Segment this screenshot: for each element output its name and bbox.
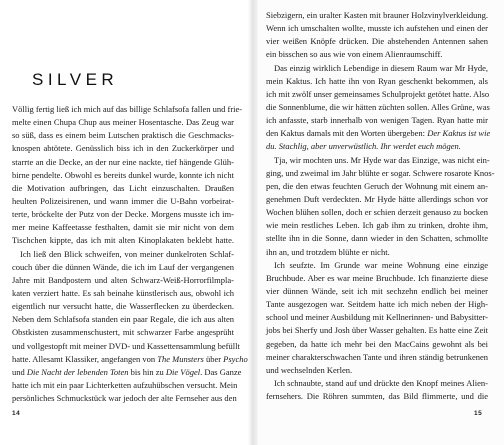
text-line: Ich schnaubte, stand auf und drückte den Knopf meines Alien- — [274, 377, 488, 388]
right-page-text — [266, 9, 495, 403]
text-line: den Kaktus damals mit den Worten übergeben: Der Kaktus ist wie — [266, 128, 491, 139]
text-line: mer meine Kaffeetasse festhalten, damit sie mir nicht von dem — [12, 222, 234, 233]
text-line: Siebzigern, ein uralter Kasten mit brauner Holzvinylverkleidung. — [266, 10, 488, 20]
text-line: school und meiner Ausbildung mit Kellnerinnen- und Babysitter- — [266, 312, 488, 323]
text-line: katen verziert hatte. Es sah beinahe künstlerisch aus, obwohl ich — [12, 287, 234, 298]
text-line: wie mein restliches Leben. Ich gab ihm zu trinken, drohte ihm, — [266, 220, 488, 231]
text-line: Jahre mit Bandpostern und alten Schwarz-Weiß-Horrorfilmpla- — [12, 274, 234, 285]
page-number-left: 14 — [12, 410, 21, 417]
text-line: die Motivation aufbringen, das Licht einzuschalten. Draußen — [12, 182, 234, 193]
text-line: und vollgestopft mit meiner DVD- und Kassettensammlung befüllt — [12, 340, 240, 351]
chapter-title: SILVER — [32, 70, 119, 89]
text-line: so süß, dass es einem beim Lutschen praktisch die Geschmacks- — [12, 130, 234, 141]
text-line: birne pendelte. Obwohl es bereits dunkel wurde, konnte ich nicht — [12, 169, 234, 180]
text-line: ging, und zweimal im Jahr blühte er sogar. Schwere rosarote Knos- — [266, 167, 495, 178]
left-page-text — [12, 103, 248, 405]
text-line: genehmen Duft verdeckten. Mr Hyde hätte allerdings schon vor — [266, 193, 488, 204]
text-line: mein Kaktus. Ich hatte ihn von Ryan geschenkt bekommen, als — [266, 75, 488, 86]
text-line: hatte. Allesamt Klassiker, angefangen von The Munsters über Psycho — [12, 353, 248, 364]
text-line: Ich ließ den Blick schweifen, von meiner dunkelroten Schlaf- — [20, 248, 234, 259]
text-line: Neben dem Schlafsofa standen ein paar Regale, die ich aus alten — [12, 314, 234, 325]
text-line: couch über die dünnen Wände, die ich im Lauf der vergangenen — [12, 261, 234, 272]
page-number-right: 15 — [474, 410, 483, 417]
text-line: und wechselnden Kerlen. — [266, 364, 353, 375]
text-line: Wochen blühen sollen, doch er schien derzeit genauso zu bocken — [266, 207, 488, 218]
book-gutter — [248, 0, 258, 445]
text-line: Tante ausgezogen war. Seitdem hatte ich mich neben der High- — [266, 299, 488, 310]
text-line: ein bisschen so aus wie von einem Alienraumschiff. — [266, 49, 443, 60]
text-line: melte einen Chupa Chup aus meiner Hosentasche. Das Zeug war — [12, 117, 234, 128]
text-line: Tischchen kippte, das ich mit alten Kinoplakaten beklebt hatte. — [12, 235, 234, 246]
text-line: vier dünnen Wände, seit ich mit sechzehn endlich bei meiner — [266, 285, 488, 296]
text-line: ich mit zwölf unser gemeinsames Schulprojekt getötet hatte. Also — [266, 88, 490, 99]
text-line: hatte ich mit ein paar Lichterketten aufzuhübschen versucht. Mein — [12, 379, 238, 390]
text-line: heulten Polizeisirenen, und wann immer die U-Bahn vorbeirat- — [12, 195, 234, 206]
right-page — [252, 0, 504, 445]
text-line: Bruchbude. Aber es war meine Bruchbude. Ich finanzierte diese — [266, 272, 488, 283]
text-line: starrte an die Decke, an der nur eine nackte, tief hängende Glüh- — [12, 156, 234, 167]
text-line: gegeben, da hatte ich mehr bei den MacCains gewohnt als bei — [266, 338, 488, 349]
text-line: knospen abtötete. Genüsslich biss ich in den Zuckerkörper und — [12, 143, 234, 154]
text-line: vier weißen Knöpfe drücken. Die abstehenden Antennen sahen — [266, 36, 488, 47]
text-line: eigentlich nur versucht hatte, die Wasserflecken zu überdecken. — [12, 301, 234, 312]
text-line: pen, die den etwas feuchten Geruch der Wohnung mit einem an- — [266, 180, 488, 191]
text-line: Völlig fertig ließ ich mich auf das billige Schlafsofa fallen und frie- — [12, 104, 243, 114]
text-line: stellte ihn in die Sonne, dann wieder in den Schatten, schmollte — [266, 233, 488, 244]
text-line: fernsehers. Die Röhren summten, das Bild flimmerte, und die — [266, 391, 488, 402]
text-line: Ich seufzte. Im Grunde war meine Wohnung eine einzige — [274, 259, 488, 270]
text-line: ihn an, und trotzdem blühte er nicht. — [266, 246, 390, 257]
text-line: Das einzig wirklich Lebendige in diesem Raum war Mr Hyde, — [274, 62, 488, 73]
text-line: terte, bröckelte der Putz von der Decke. Morgens musste ich im- — [12, 209, 234, 220]
text-line: Obstkisten zusammenschustert, mit schwarzer Farbe angesprüht — [12, 327, 234, 338]
text-line: die Sonnenblume, die wir hätten züchten sollen. Alles Grüne, was — [266, 101, 490, 112]
text-line: ich anfasste, starb innerhalb von wenigen Tagen. Ryan hatte mir — [266, 115, 488, 126]
text-line: jobs bei Sherfy und Josh über Wasser gehalten. Es hatte eine Zeit — [266, 325, 488, 336]
text-line: persönliches Schmuckstück war jedoch der alte Fernseher aus den — [12, 393, 237, 404]
text-line: Wenn ich umschalten wollte, musste ich aufstehen und einen der — [266, 23, 488, 34]
text-line: und Die Nacht der lebenden Toten bis hin zu Die Vögel. Das Ganze — [12, 366, 242, 377]
text-line: Tja, wir mochten uns. Mr Hyde war das Einzige, was nicht ein- — [274, 154, 490, 165]
text-line: meiner charakterschwachen Tante und ihren ständig betrunkenen — [266, 351, 488, 362]
text-line: du. Stachlig, aber unverwüstlich. Ihr werdet euch mögen. — [266, 141, 461, 152]
